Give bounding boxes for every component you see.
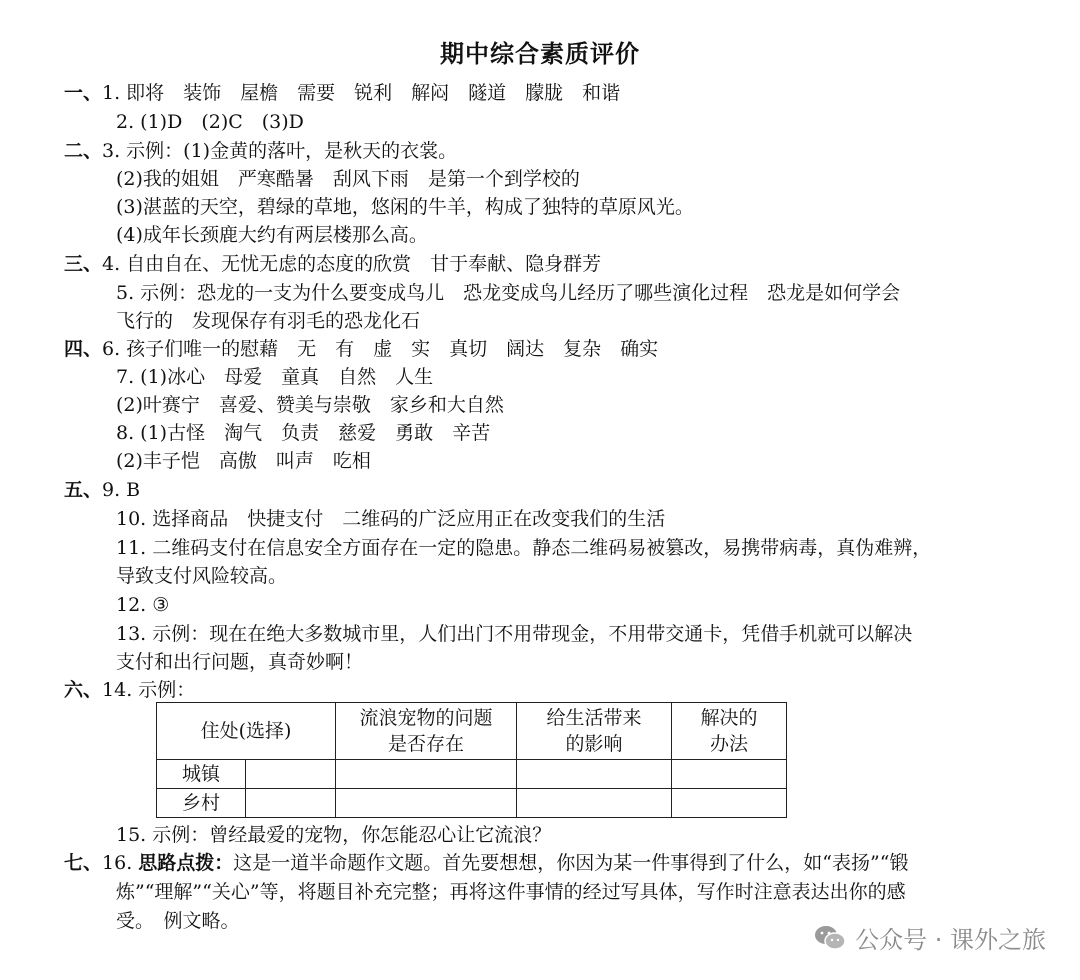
line-11: 7. (1)冰心 母爱 童真 自然 人生 xyxy=(116,366,434,388)
line-26: 受。 例文略。 xyxy=(116,910,240,932)
header-line: 的影响 xyxy=(565,733,623,755)
line-9: 飞行的 发现保存有羽毛的恐龙化石 xyxy=(116,310,421,332)
line-15 xyxy=(64,477,140,503)
line-13: 8. (1)古怪 淘气 负责 慈爱 勇敢 辛苦 xyxy=(116,422,491,444)
header-line: 办法 xyxy=(709,733,748,755)
line-10 xyxy=(64,336,658,362)
section-7-label: 七、 xyxy=(64,852,103,874)
line-19: 12. ③ xyxy=(116,594,170,616)
table-header-cell xyxy=(517,703,672,760)
table-row-label: 乡村 xyxy=(157,789,246,818)
line-24-prefix: 16. xyxy=(102,852,139,874)
header-line: 流浪宠物的问题 xyxy=(359,707,493,729)
table-cell xyxy=(336,789,517,818)
line-18: 导致支付风险较高。 xyxy=(116,565,288,587)
section-6-label: 六、 xyxy=(64,679,103,701)
line-21: 支付和出行问题，真奇妙啊！ xyxy=(116,651,364,673)
line-1-text: 1. 即将 装饰 屋檐 需要 锐利 解闷 隧道 朦胧 和谐 xyxy=(102,82,621,104)
section-2-label: 二、 xyxy=(64,140,103,162)
table-header-cell: 住处(选择) xyxy=(157,703,336,760)
watermark-text: 公众号 · 课外之旅 xyxy=(855,926,1046,954)
table-cell xyxy=(517,760,672,789)
header-line: 解决的 xyxy=(700,707,758,729)
answer-table xyxy=(156,702,787,818)
line-22-text: 14. 示例： xyxy=(102,679,196,701)
table-row-label: 城镇 xyxy=(157,760,246,789)
table-header-cell xyxy=(336,703,517,760)
section-4-label: 四、 xyxy=(64,338,103,360)
line-12: (2)叶赛宁 喜爱、赞美与崇敬 家乡和大自然 xyxy=(116,394,504,416)
line-22 xyxy=(64,677,195,703)
line-24 xyxy=(64,850,908,876)
table-cell xyxy=(336,760,517,789)
watermark xyxy=(813,920,1046,955)
section-5-label: 五、 xyxy=(64,479,103,501)
page-title: 期中综合素质评价 xyxy=(440,40,640,68)
table-row xyxy=(157,789,787,818)
header-line: 给生活带来 xyxy=(546,707,642,729)
line-16: 10. 选择商品 快捷支付 二维码的广泛应用正在改变我们的生活 xyxy=(116,508,666,530)
line-3-text: 3. 示例：(1)金黄的落叶，是秋天的衣裳。 xyxy=(102,140,458,162)
line-24-text: 这是一道半命题作文题。首先要想想，你因为某一件事得到了什么，如“表扬”“锻 xyxy=(233,852,909,874)
line-10-text: 6. 孩子们唯一的慰藉 无 有 虚 实 真切 阔达 复杂 确实 xyxy=(102,338,659,360)
line-1 xyxy=(64,80,620,106)
wechat-icon xyxy=(813,924,847,952)
header-line: 是否存在 xyxy=(387,733,464,755)
table-header-row xyxy=(157,703,787,760)
line-5: (3)湛蓝的天空，碧绿的草地，悠闲的牛羊，构成了独特的草原风光。 xyxy=(116,196,694,218)
line-8: 5. 示例：恐龙的一支为什么要变成鸟儿 恐龙变成鸟儿经历了哪些演化过程 恐龙是如何学会 xyxy=(116,282,901,304)
line-7 xyxy=(64,251,601,277)
hint-label: 思路点拨： xyxy=(138,852,234,874)
line-2: 2. (1)D (2)C (3)D xyxy=(116,111,304,133)
table-cell xyxy=(672,789,787,818)
section-1-label: 一、 xyxy=(64,82,103,104)
line-15-text: 9. B xyxy=(102,479,141,501)
line-14: (2)丰子恺 高傲 叫声 吃相 xyxy=(116,450,371,472)
table-cell xyxy=(672,760,787,789)
line-3 xyxy=(64,138,457,164)
line-20: 13. 示例：现在在绝大多数城市里，人们出门不用带现金，不用带交通卡，凭借手机就可以解决 xyxy=(116,623,913,645)
table-cell xyxy=(517,789,672,818)
table-cell xyxy=(246,760,336,789)
line-4: (2)我的姐姐 严寒酷暑 刮风下雨 是第一个到学校的 xyxy=(116,168,580,190)
table-row xyxy=(157,760,787,789)
table-cell xyxy=(246,789,336,818)
line-6: (4)成年长颈鹿大约有两层楼那么高。 xyxy=(116,224,428,246)
line-17: 11. 二维码支付在信息安全方面存在一定的隐患。静态二维码易被篡改，易携带病毒，真伪难辨， xyxy=(116,537,932,559)
line-23: 15. 示例：曾经最爱的宠物，你怎能忍心让它流浪？ xyxy=(116,824,552,846)
line-25: 炼”“理解”“关心”等，将题目补充完整；再将这件事情的经过写具体，写作时注意表达出你的感 xyxy=(116,881,906,903)
table-header-cell xyxy=(672,703,787,760)
section-3-label: 三、 xyxy=(64,253,103,275)
line-7-text: 4. 自由自在、无忧无虑的态度的欣赏 甘于奉献、隐身群芳 xyxy=(102,253,602,275)
